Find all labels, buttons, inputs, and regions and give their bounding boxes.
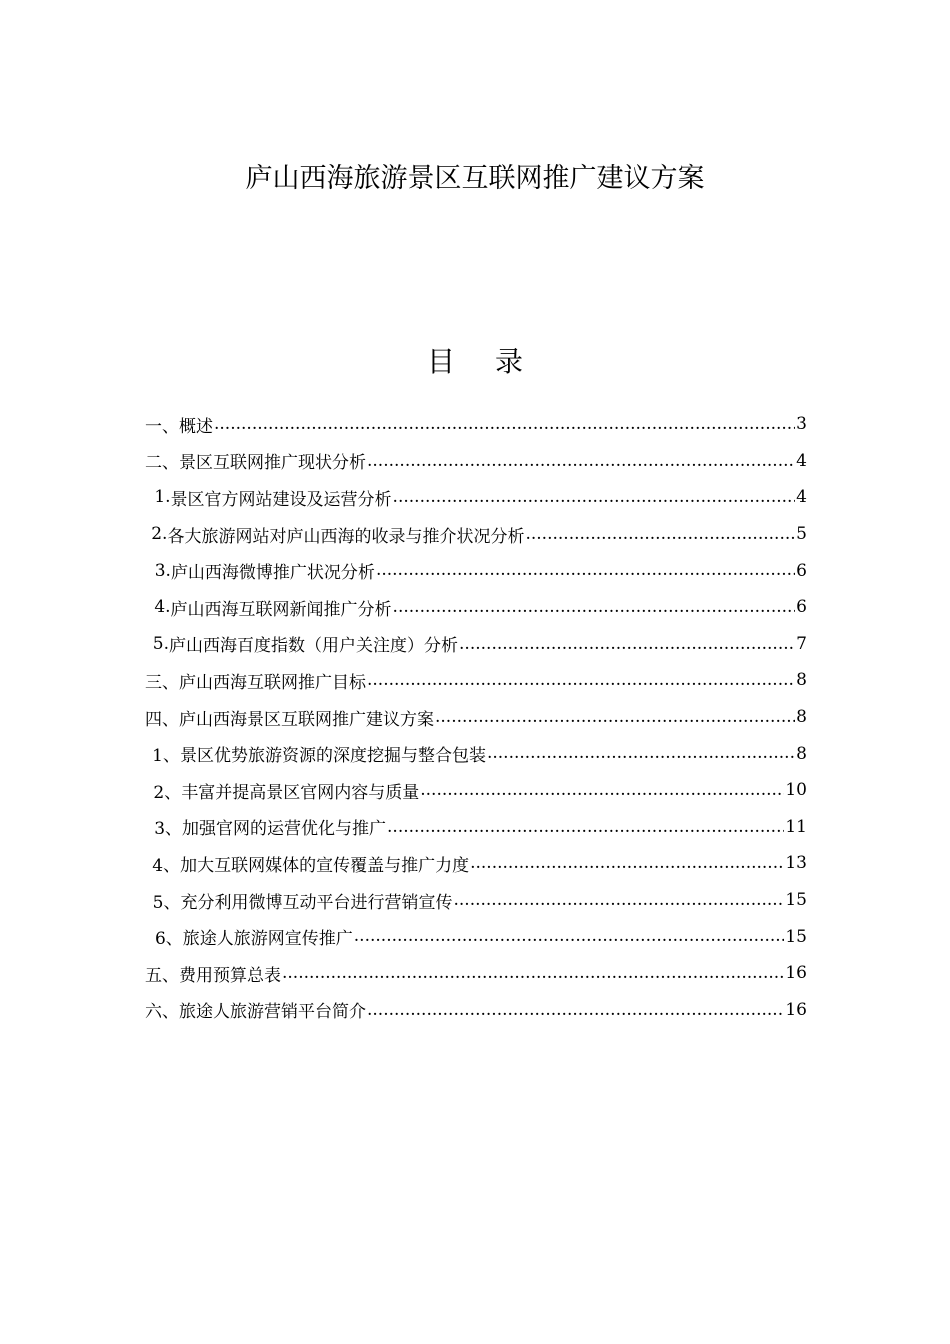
toc-dot-leader — [367, 670, 795, 690]
toc-entry-number: 3. — [154, 560, 171, 581]
toc-entry[interactable] — [145, 479, 807, 516]
toc-entry[interactable] — [145, 626, 807, 663]
toc-entry-number: 2、 — [153, 782, 182, 803]
toc-entry-page-number: 6 — [796, 560, 807, 581]
toc-dot-leader — [282, 963, 784, 983]
toc-entry-title: 费用预算总表 — [179, 965, 281, 986]
toc-dot-leader — [376, 560, 795, 580]
toc-entry-page-number: 16 — [785, 999, 807, 1020]
toc-heading-char-2: 录 — [495, 345, 524, 378]
toc-entry-number: 五、 — [145, 965, 179, 986]
toc-entry-number: 一、 — [145, 416, 179, 437]
toc-entry-number: 4. — [154, 597, 171, 618]
toc-dot-leader — [354, 926, 785, 946]
toc-entry[interactable] — [145, 809, 807, 846]
toc-entry[interactable] — [145, 845, 807, 882]
toc-entry-number: 二、 — [145, 453, 179, 474]
toc-entry-page-number: 7 — [796, 633, 807, 654]
toc-dot-leader — [435, 707, 795, 727]
toc-entry-title: 加大互联网媒体的宣传覆盖与推广力度 — [180, 855, 470, 876]
toc-entry-page-number: 10 — [785, 780, 807, 801]
toc-entry-page-number: 13 — [785, 853, 807, 874]
toc-entry-title: 旅途人旅游网宣传推广 — [182, 929, 353, 950]
toc-entry-page-number: 8 — [796, 670, 807, 691]
toc-heading-char-1: 目 — [426, 345, 455, 378]
toc-entry[interactable] — [145, 918, 807, 955]
toc-entry-number: 4、 — [152, 855, 181, 876]
toc-entry-page-number: 4 — [796, 450, 807, 471]
toc-entry-page-number: 15 — [785, 890, 807, 911]
toc-entry-number: 5. — [152, 633, 170, 654]
toc-entry-title: 景区官方网站建设及运营分析 — [170, 489, 392, 510]
toc-entry[interactable] — [145, 443, 807, 480]
toc-entry[interactable] — [145, 516, 807, 553]
toc-entry-title: 庐山西海互联网新闻推广分析 — [170, 599, 392, 620]
toc-entry-number: 3、 — [154, 819, 183, 840]
toc-dot-leader — [487, 743, 795, 763]
toc-entry-number: 5、 — [152, 892, 181, 913]
toc-dot-leader — [453, 890, 784, 910]
toc-dot-leader — [393, 487, 796, 507]
toc-entry-title: 各大旅游网站对庐山西海的收录与推介状况分析 — [167, 526, 525, 547]
toc-entry[interactable] — [145, 552, 807, 589]
toc-entry-title: 景区优势旅游资源的深度挖掘与整合包装 — [179, 746, 486, 767]
toc-entry-page-number: 6 — [796, 597, 807, 618]
toc-entry-page-number: 16 — [785, 963, 807, 984]
toc-entry-number: 三、 — [145, 672, 179, 693]
toc-entry-number: 1、 — [152, 746, 180, 767]
table-of-contents — [145, 406, 807, 1028]
toc-dot-leader — [470, 853, 784, 873]
toc-entry-title: 充分利用微博互动平台进行营销宣传 — [180, 892, 453, 913]
toc-entry-title: 旅途人旅游营销平台简介 — [179, 1002, 366, 1023]
toc-entry[interactable] — [145, 662, 807, 699]
toc-entry[interactable] — [145, 406, 807, 443]
toc-dot-leader — [214, 414, 795, 434]
toc-entry[interactable] — [145, 992, 807, 1029]
toc-entry-page-number: 11 — [785, 816, 807, 837]
toc-heading — [0, 340, 950, 380]
toc-dot-leader — [387, 817, 784, 837]
toc-dot-leader — [367, 1000, 784, 1020]
toc-dot-leader — [525, 524, 795, 544]
toc-entry[interactable] — [145, 735, 807, 772]
toc-dot-leader — [367, 451, 795, 471]
toc-entry-title: 加强官网的运营优化与推广 — [182, 819, 387, 840]
toc-dot-leader — [459, 634, 795, 654]
toc-entry-number: 6、 — [154, 929, 183, 950]
toc-entry-title: 庐山西海互联网推广目标 — [179, 672, 366, 693]
toc-entry-number: 六、 — [145, 1002, 179, 1023]
toc-entry[interactable] — [145, 699, 807, 736]
document-title: 庐山西海旅游景区互联网推广建议方案 — [245, 163, 705, 194]
toc-entry[interactable] — [145, 955, 807, 992]
toc-entry-page-number: 4 — [796, 487, 807, 508]
toc-entry[interactable] — [145, 589, 807, 626]
toc-entry-number: 1. — [154, 487, 171, 508]
toc-entry-number: 四、 — [145, 709, 179, 730]
toc-entry-page-number: 15 — [785, 926, 807, 947]
toc-entry-title: 庐山西海百度指数（用户关注度）分析 — [169, 636, 459, 657]
toc-dot-leader — [420, 780, 784, 800]
toc-entry-title: 庐山西海景区互联网推广建议方案 — [179, 709, 434, 730]
toc-entry-page-number: 8 — [796, 743, 807, 764]
toc-entry[interactable] — [145, 772, 807, 809]
toc-entry-title: 丰富并提高景区官网内容与质量 — [181, 782, 420, 803]
toc-entry-page-number: 5 — [796, 524, 807, 545]
toc-entry-page-number: 8 — [796, 707, 807, 728]
toc-entry-page-number: 3 — [796, 414, 807, 435]
toc-entry-title: 概述 — [179, 416, 213, 437]
toc-entry-title: 景区互联网推广现状分析 — [179, 453, 366, 474]
toc-entry-number: 2. — [151, 524, 168, 545]
toc-entry[interactable] — [145, 882, 807, 919]
toc-entry-title: 庐山西海微博推广状况分析 — [170, 563, 375, 584]
toc-dot-leader — [393, 597, 796, 617]
